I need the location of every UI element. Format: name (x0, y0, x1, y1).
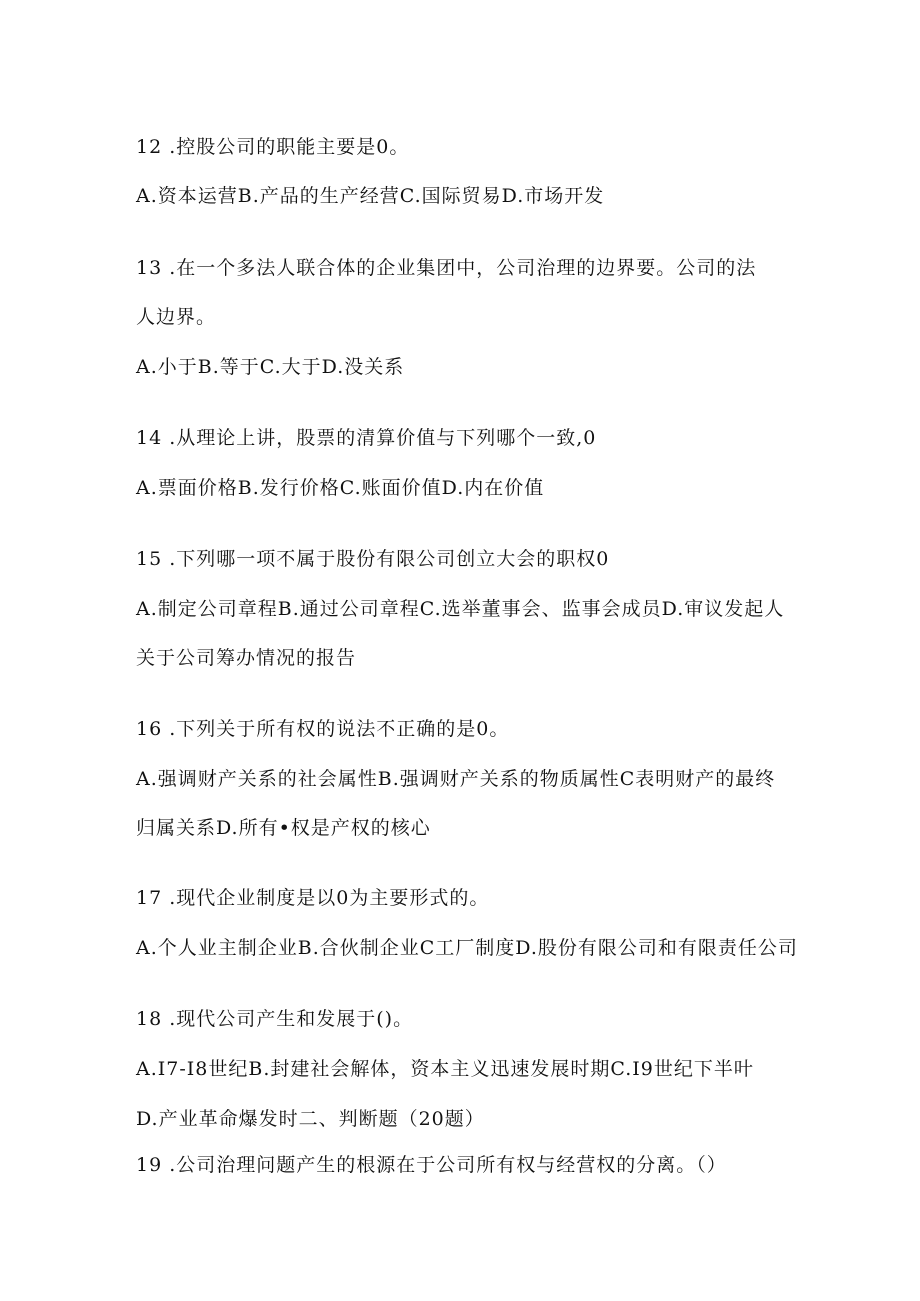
question-13: 13 .在一个多法人联合体的企业集团中，公司治理的边界要。公司的法 (136, 257, 757, 279)
question-15-options: A.制定公司章程B.通过公司章程C.选举董事会、监事会成员D.审议发起人 (136, 598, 785, 620)
question-17: 17 .现代企业制度是以0为主要形式的。 (136, 887, 490, 909)
question-19: 19 .公司治理问题产生的根源在于公司所有权与经营权的分离。（） (136, 1154, 727, 1176)
question-17-options: A.个人业主制企业B.合伙制企业C工厂制度D.股份有限公司和有限责任公司 (136, 937, 798, 959)
question-18: 18 .现代公司产生和发展于()。 (136, 1008, 414, 1030)
question-14: 14 .从理论上讲，股票的清算价值与下列哪个一致,0 (136, 427, 597, 449)
question-16: 16 .下列关于所有权的说法不正确的是0。 (136, 718, 510, 740)
question-18-options: A.I7-I8世纪B.封建社会解体，资本主义迅速发展时期C.I9世纪下半叶 (136, 1058, 754, 1080)
question-15-options-continued: 关于公司筹办情况的报告 (136, 647, 357, 669)
question-12: 12 .控股公司的职能主要是0。 (136, 136, 410, 158)
question-13-options: A.小于B.等于C.大于D.没关系 (136, 356, 405, 378)
question-16-options: A.强调财产关系的社会属性B.强调财产关系的物质属性C表明财产的最终 (136, 768, 776, 790)
question-13-continued: 人边界。 (136, 306, 217, 328)
question-16-options-continued: 归属关系D.所有•权是产权的核心 (136, 817, 431, 839)
question-18-options-continued: D.产业革命爆发时二、判断题（20题） (136, 1108, 485, 1130)
question-14-options: A.票面价格B.发行价格C.账面价值D.内在价值 (136, 477, 545, 499)
question-12-options: A.资本运营B.产品的生产经营C.国际贸易D.市场开发 (136, 185, 605, 207)
question-15: 15 .下列哪一项不属于股份有限公司创立大会的职权0 (136, 548, 610, 570)
